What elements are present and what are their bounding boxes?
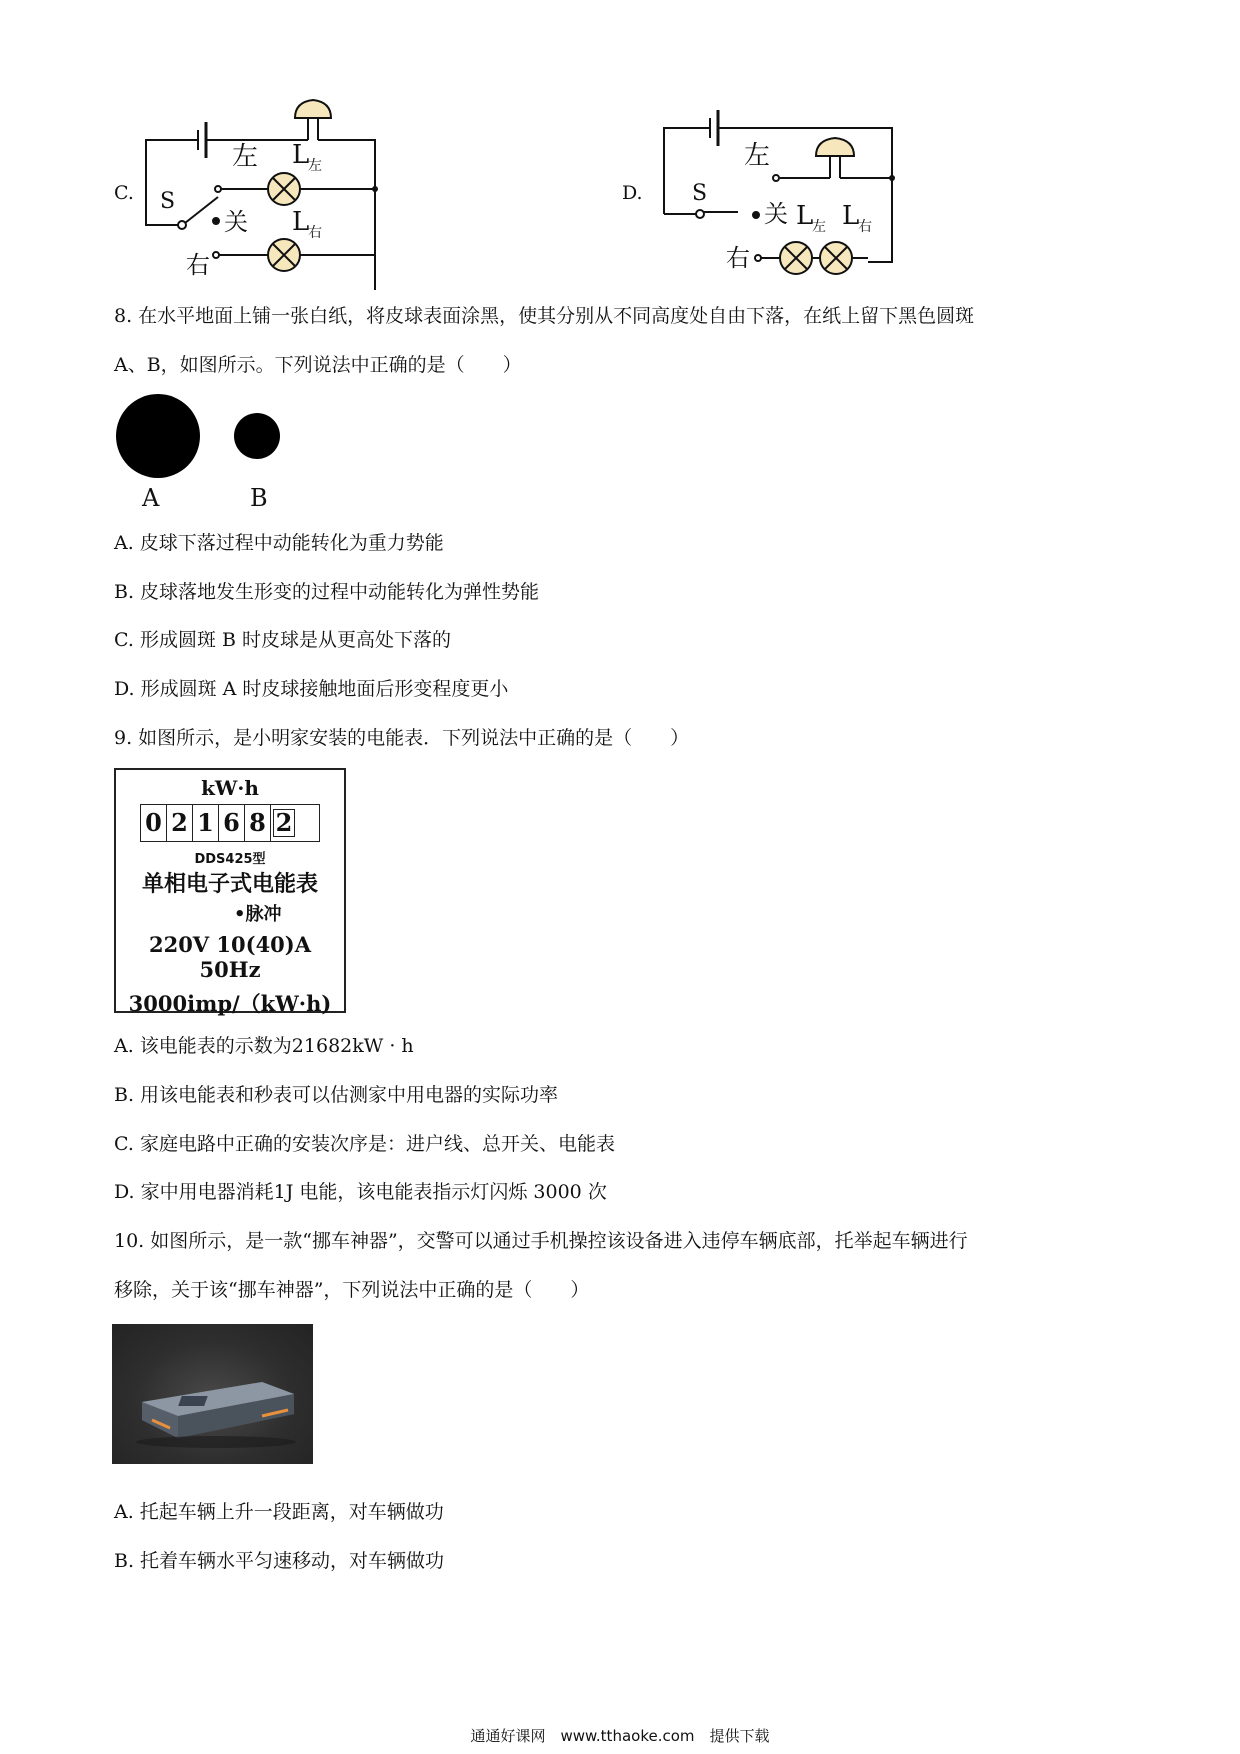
circuit-d-diagram [650,100,910,280]
spot-b-label: B [250,484,268,512]
q8-option-d: D. 形成圆斑 A 时皮球接触地面后形变程度更小 [114,678,509,700]
spot-b-circle [234,413,280,459]
circuit-d-left-label: 左 [744,141,771,171]
q9-stem: 9. 如图所示，是小明家安装的电能表．下列说法中正确的是（ ） [114,727,690,749]
meter-decimal-value: 2 [273,809,296,837]
q8-stem-line1: 8. 在水平地面上铺一张白纸，将皮球表面涂黑，使其分别从不同高度处自由下落，在纸上留下黑色圆斑 [114,305,975,327]
meter-digits [140,804,320,842]
q8-option-c: C. 形成圆斑 B 时皮球是从更高处下落的 [114,629,451,651]
spot-a-circle [116,394,200,478]
meter-spec-1: 220V 10(40)A 50Hz [148,932,312,982]
circuit-d-lamp-right-main: L [842,201,860,231]
meter-digit-decimal [271,805,297,841]
circuit-c-lamp-right-sub: 右 [308,225,322,241]
circuit-c-diagram [120,90,400,290]
q9-option-b: B. 用该电能表和秒表可以估测家中用电器的实际功率 [114,1084,559,1106]
car-mover-photo [112,1324,313,1464]
meter-pulse: •脉冲 [234,904,282,925]
q10-option-a: A. 托起车辆上升一段距离，对车辆做功 [114,1501,444,1523]
circuit-d-lamp-left-sub: 左 [812,219,826,235]
electric-meter [114,768,346,1016]
circuit-c-right-label: 右 [186,251,210,279]
circuit-d-label: D. [622,182,643,204]
circuit-c-lamp-left-sub: 左 [308,158,322,174]
page-footer: 通通好课网 www.tthaoke.com 提供下载 [470,1727,770,1745]
car-mover-device-illustration [112,1324,313,1464]
meter-digit: 6 [219,805,245,841]
circuit-d-right-label: 右 [726,244,750,272]
meter-digit: 0 [141,805,167,841]
q8-option-b: B. 皮球落地发生形变的过程中动能转化为弹性势能 [114,581,540,603]
q10-option-b: B. 托着车辆水平匀速移动，对车辆做功 [114,1550,445,1572]
meter-name: 单相电子式电能表 [141,872,318,897]
meter-digit: 1 [193,805,219,841]
q10-stem-line1: 10. 如图所示，是一款“挪车神器”，交警可以通过手机操控该设备进入违停车辆底部，托举起车辆进行 [114,1230,968,1252]
meter-unit: kW·h [201,776,259,800]
circuit-c-lamp-left-main: L [292,140,310,170]
meter-digit: 8 [245,805,271,841]
q8-stem-line2: A、B，如图所示。下列说法中正确的是（ ） [114,354,522,376]
meter-digit: 2 [167,805,193,841]
q10-stem-line2: 移除，关于该“挪车神器”，下列说法中正确的是（ ） [114,1279,590,1301]
q8-option-a: A. 皮球下落过程中动能转化为重力势能 [114,532,444,554]
meter-spec-2: 3000imp/（kW·h) [128,991,332,1016]
circuit-c-left-label: 左 [232,142,259,172]
spot-a-label: A [142,484,160,512]
circuit-c-off-label: 关 [224,208,248,236]
circuit-c-switch-label: S [160,189,176,214]
circuit-d-off-label: 关 [764,200,788,228]
circuit-d-switch-label: S [692,181,708,206]
circuit-d-lamp-right-sub: 右 [858,219,872,235]
q9-option-c: C. 家庭电路中正确的安装次序是：进户线、总开关、电能表 [114,1133,615,1155]
circuit-d-lamp-left-main: L [796,201,814,231]
q9-option-a: A. 该电能表的示数为21682kW · h [114,1035,414,1057]
circuit-c-label: C. [114,182,134,204]
q9-option-d: D. 家中用电器消耗1J 电能，该电能表指示灯闪烁 3000 次 [114,1181,607,1203]
circuit-c-lamp-right-main: L [292,207,310,237]
meter-model: DDS425型 [194,852,266,867]
